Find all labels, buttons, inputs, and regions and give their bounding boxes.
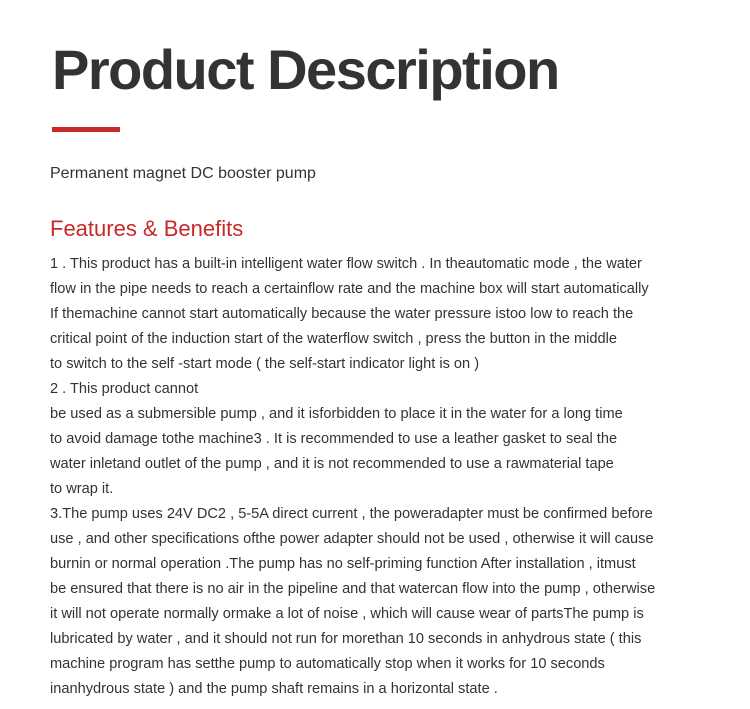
body-line: it will not operate normally ormake a lot of noise , which will cause wear of partsThe pump is: [50, 606, 644, 622]
body-line: 2 . This product cannot: [50, 381, 199, 397]
body-line: be ensured that there is no air in the pipeline and that watercan flow into the pump , otherwise: [50, 581, 656, 597]
body-line: critical point of the induction start of the waterflow switch , press the button in the middle: [50, 331, 618, 347]
features-heading: Features & Benefits: [50, 216, 244, 241]
body-line: flow in the pipe needs to reach a certainflow rate and the machine box will start automatically: [50, 281, 649, 297]
body-line: to switch to the self -start mode ( the self-start indicator light is on ): [50, 356, 480, 372]
body-line: inanhydrous state ) and the pump shaft remains in a horizontal state .: [50, 681, 498, 697]
body-line: to avoid damage tothe machine3 . It is recommended to use a leather gasket to seal the: [50, 431, 618, 447]
body-line: machine program has setthe pump to automatically stop when it works for 10 seconds: [50, 656, 605, 672]
body-line: burnin or normal operation .The pump has no self-priming function After installation , itmust: [50, 556, 636, 572]
body-line: lubricated by water , and it should not run for morethan 10 seconds in anhydrous state ( this: [50, 631, 642, 647]
body-line: 3.The pump uses 24V DC2 , 5-5A direct current , the poweradapter must be confirmed before: [50, 506, 653, 522]
body-line: to wrap it.: [50, 481, 114, 497]
features-body: [50, 252, 740, 702]
body-line: water inletand outlet of the pump , and it is not recommended to use a rawmaterial tape: [50, 456, 614, 472]
body-line: If themachine cannot start automatically because the water pressure istoo low to reach the: [50, 306, 634, 322]
title-underline: [52, 127, 120, 132]
page-title: Product Description: [52, 38, 559, 101]
body-line: use , and other specifications ofthe power adapter should not be used , otherwise it will cause: [50, 531, 654, 547]
product-subtitle: Permanent magnet DC booster pump: [50, 165, 316, 182]
body-line: be used as a submersible pump , and it isforbidden to place it in the water for a long time: [50, 406, 623, 422]
body-line: 1 . This product has a built-in intelligent water flow switch . In theautomatic mode , the water: [50, 256, 642, 272]
